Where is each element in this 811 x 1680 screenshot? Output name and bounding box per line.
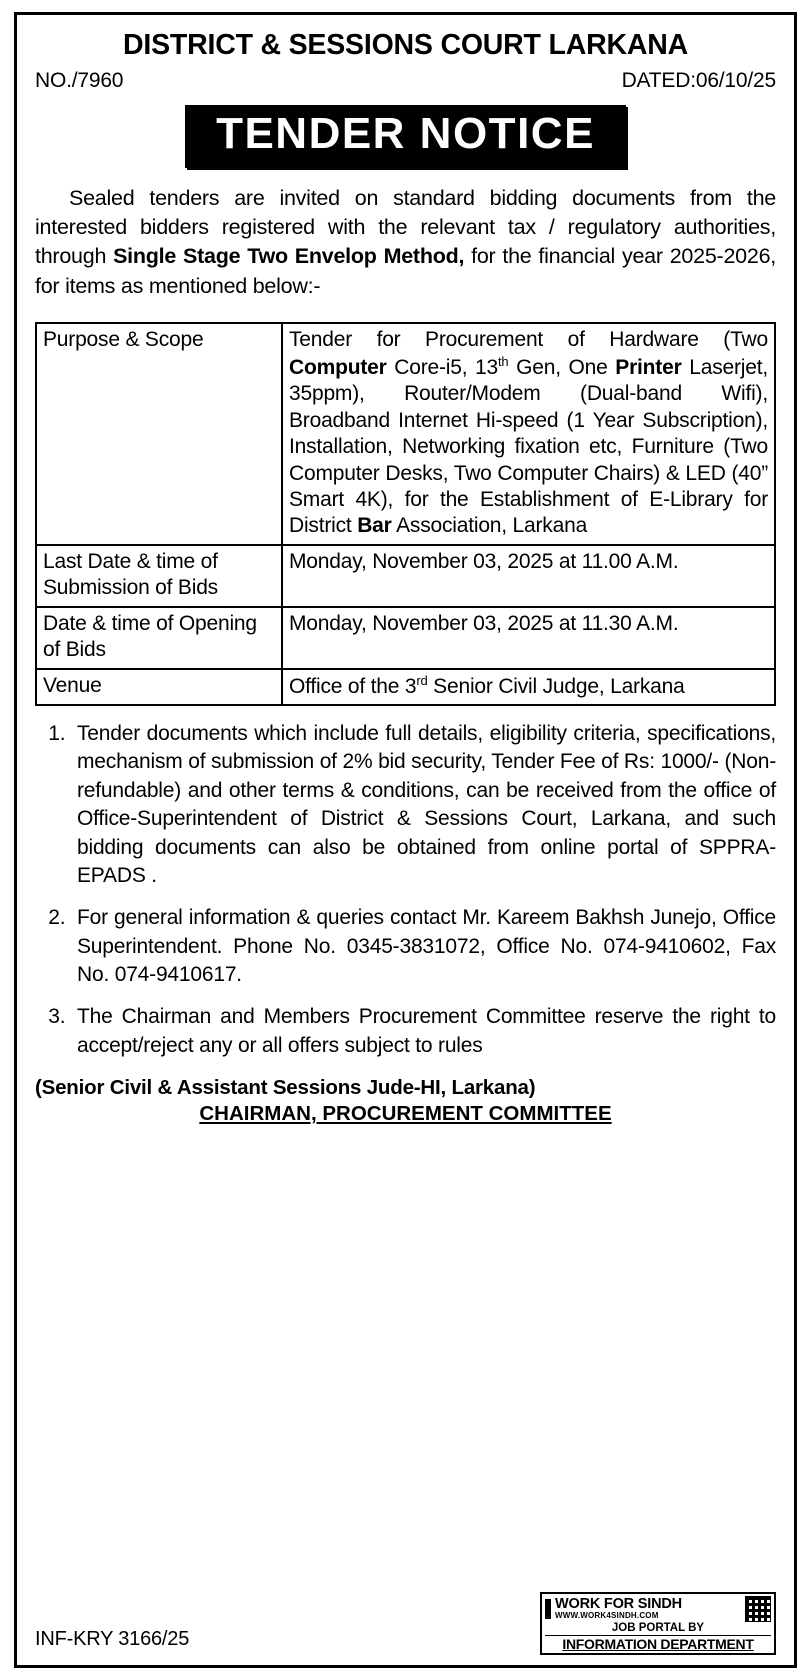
list-item: 3. The Chairman and Members Procurement Committee reserve the right to accept/reject any or all offers subject to rules [71,1003,776,1060]
row-value-venue [282,669,775,705]
intro-part2: for the financial year 2025-2026, for items as mentioned below:- [35,244,776,298]
notice-date: DATED:06/10/25 [621,68,776,92]
table-row [36,607,775,669]
row-label-venue: Venue [36,669,282,705]
notice-number: NO./7960 [35,68,124,92]
stamp-url: WWW.WORK4SINDH.COM [555,1611,659,1621]
signature-chairman: CHAIRMAN, PROCUREMENT COMMITTEE [199,1101,612,1125]
court-title: DISTRICT & SESSIONS COURT LARKANA [122,29,688,61]
row-label-opening-date: Date & time of Opening of Bids [36,607,282,669]
purpose-text-5: Association, Larkana [391,514,588,538]
intro-paragraph [35,184,776,301]
row-value-last-date-submission: Monday, November 03, 2025 at 11.00 A.M. [282,545,775,607]
tender-details-table [35,322,776,706]
venue-text-1: Office of the 3 [289,674,417,698]
qr-code-icon [745,1596,771,1622]
purpose-bold-computer: Computer [289,355,387,379]
purpose-text-2: Core-i5, 13 [386,355,498,379]
purpose-text-1: Tender for Procurement of Hardware (Two [289,328,768,352]
stamp-department: INFORMATION DEPARTMENT [545,1635,771,1653]
tender-banner-wrap [35,105,776,168]
purpose-text-4: Laserjet, 35ppm), Router/Modem (Dual-band Wifi), Broadband Internet Hi-speed (1 Year Subscription), Installation, Networking fixation etc, Furniture (Two Computer Desks, Two Computer Chairs) & LED (40” Smart 4K), for the Establishment of E-Library for District [289,355,768,538]
work-for-sindh-stamp [540,1592,776,1655]
purpose-bold-printer: Printer [615,355,682,379]
inf-code: INF-KRY 3166/25 [35,1628,190,1650]
intro-bold-method: Single Stage Two Envelop Method, [113,244,465,269]
table-row [36,545,775,607]
list-item: 1. Tender documents which include full details, eligibility criteria, specifications, mechanism of submission of 2% bid security, Tender Fee of Rs: 1000/- (Non-refundable) and other terms & conditions, can be received from the office of Office-Superintendent of District & Sessions Court, Larkana, and such bidding documents can also be obtained from online portal of SPPRA-EPADS . [71,720,776,890]
stamp-title: WORK FOR SINDH [555,1595,682,1612]
purpose-text-3: Gen, One [508,355,616,379]
stamp-subtitle: JOB PORTAL BY [611,1621,705,1634]
purpose-sup-th: th [497,353,509,369]
notice-frame [14,12,797,1668]
list-item: 2. For general information & queries contact Mr. Kareem Bakhsh Junejo, Office Superintendent. Phone No. 0345-3831072, Office No. 074-9410602, Fax No. 074-9410617. [71,904,776,989]
intro-part1: Sealed tenders are invited on standard bidding documents from the interested bidders registered with the relevant tax / regulatory authorities, through [35,185,776,269]
venue-sup-rd: rd [416,672,428,688]
signature-designation: (Senior Civil & Assistant Sessions Jude-HI, Larkana) [35,1075,536,1099]
row-value-opening-date: Monday, November 03, 2025 at 11.30 A.M. [282,607,775,669]
tender-notice-banner: TENDER NOTICE [185,105,626,168]
notes-list [35,720,776,1060]
purpose-bold-bar: Bar [357,514,392,538]
table-row [36,669,775,705]
signature-block [35,1076,776,1126]
row-value-purpose-scope [282,323,775,545]
footer [35,1592,776,1655]
venue-text-2: Senior Civil Judge, Larkana [427,674,685,698]
notice-meta-row [35,69,776,93]
row-label-purpose-scope: Purpose & Scope [36,323,282,545]
stamp-bar-icon [545,1599,551,1619]
stamp-top-row [545,1596,771,1622]
table-row [36,323,775,545]
row-label-last-date-submission: Last Date & time of Submission of Bids [36,545,282,607]
